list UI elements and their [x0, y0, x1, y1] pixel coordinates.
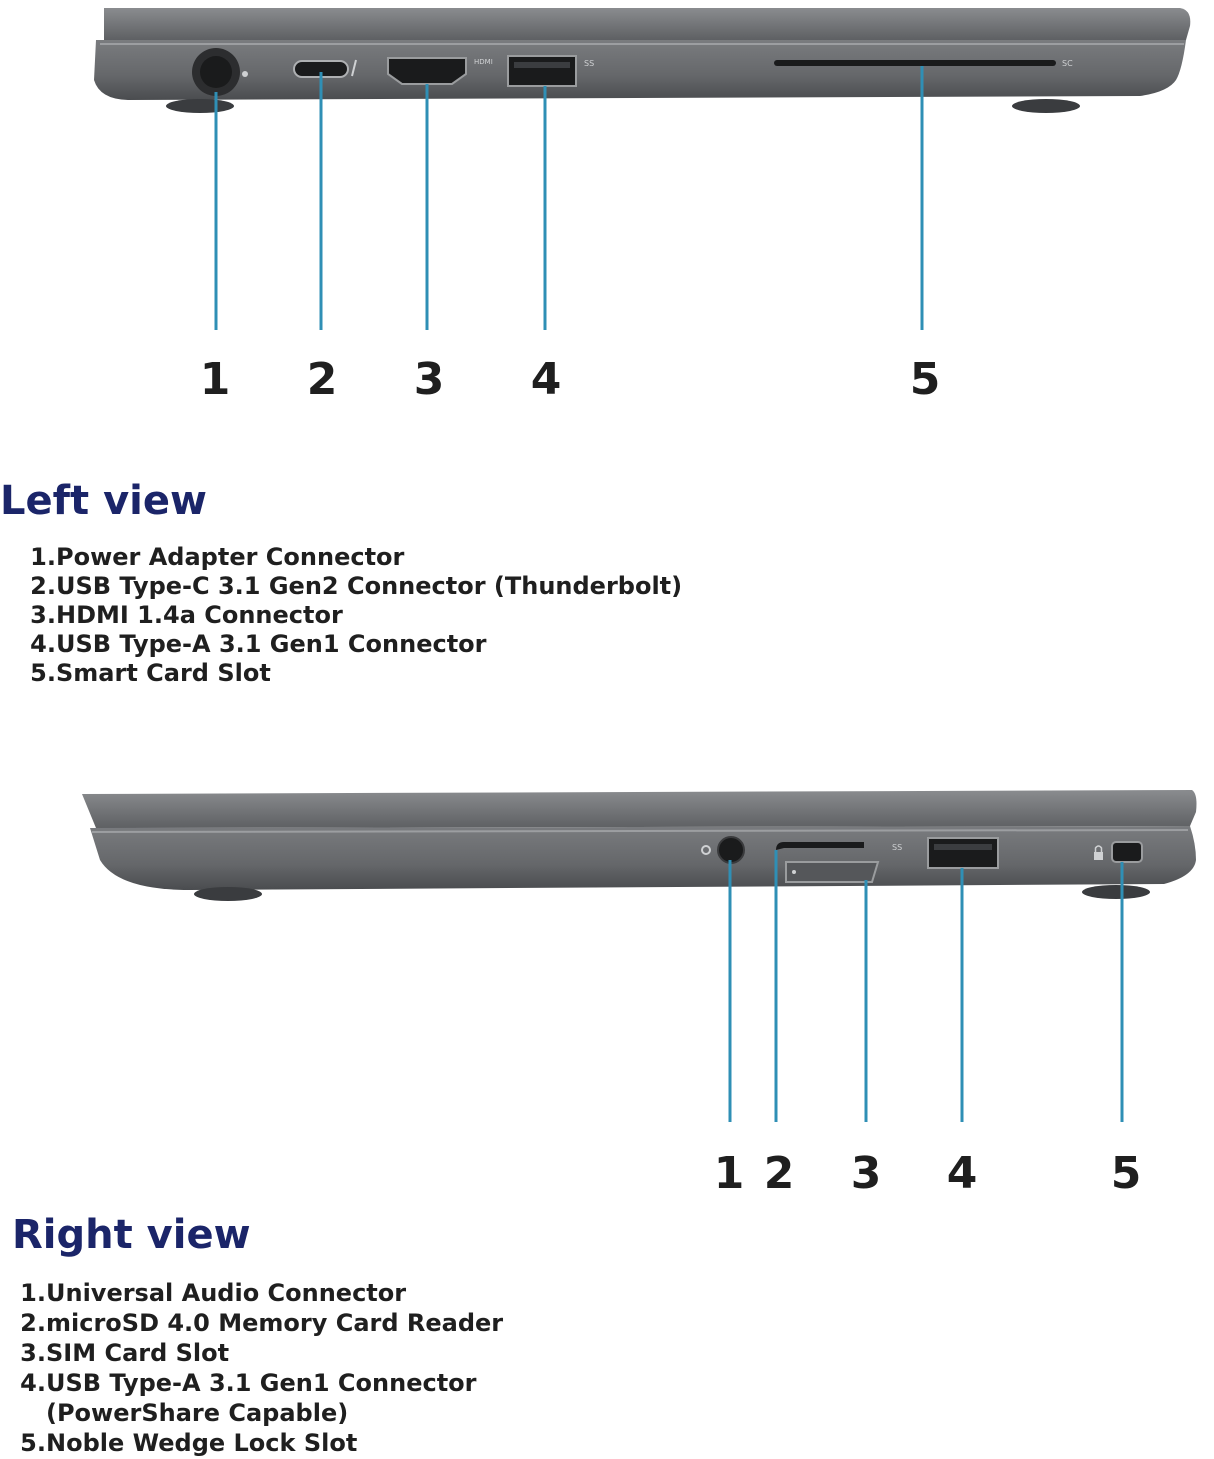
list-item: [28, 543, 682, 572]
list-item-label: Power Adapter Connector: [56, 543, 405, 571]
left-view-title: Left view: [0, 478, 207, 524]
left-view-port-list: [28, 543, 682, 688]
usb-ss-mark: SS: [584, 59, 595, 68]
callout-number: 4: [530, 354, 562, 405]
smart-card-mark: SC: [1062, 59, 1073, 68]
list-item-number: 5.: [30, 659, 56, 687]
list-item-number: 3.: [20, 1339, 46, 1367]
usb-ss-mark: SS: [892, 843, 903, 852]
laptop-foot: [194, 887, 262, 901]
list-item: [18, 1308, 503, 1338]
laptop-foot: [166, 99, 234, 113]
list-item-number: 2.: [30, 572, 56, 600]
list-item: [18, 1278, 503, 1308]
right-view-title: Right view: [12, 1212, 251, 1258]
list-item: [18, 1368, 503, 1428]
list-item-label: USB Type-C 3.1 Gen2 Connector (Thunderbolt): [56, 572, 683, 600]
callout-number: 2: [306, 354, 338, 405]
laptop-lid: [82, 790, 1197, 828]
callout-number: 5: [909, 354, 941, 405]
list-item-label: HDMI 1.4a Connector: [56, 601, 343, 629]
list-item-number: 4.: [20, 1369, 46, 1397]
list-item-label: USB Type-A 3.1 Gen1 Connector: [56, 630, 487, 658]
hdmi-port-mark: HDMI: [474, 58, 493, 66]
callout-number: 3: [413, 354, 445, 405]
list-item-label: Smart Card Slot: [56, 659, 271, 687]
list-item-number: 2.: [20, 1309, 46, 1337]
list-item-number: 3.: [30, 601, 56, 629]
list-item: [28, 630, 682, 659]
callout-number: 1: [713, 1148, 745, 1199]
list-item: [28, 659, 682, 688]
callout-number: 2: [763, 1148, 795, 1199]
list-item-label: SIM Card Slot: [46, 1339, 230, 1367]
list-item: [28, 572, 682, 601]
list-item-label: USB Type-A 3.1 Gen1 Connector (PowerShare Capable): [46, 1369, 477, 1427]
laptop-base: [94, 40, 1186, 100]
laptop-lid: [104, 8, 1190, 40]
list-item-number: 1.: [30, 543, 56, 571]
callout-number: 1: [199, 354, 231, 405]
list-item-number: 1.: [20, 1279, 46, 1307]
list-item: [18, 1338, 503, 1368]
laptop-foot: [1012, 99, 1080, 113]
sim-card-slot: [786, 862, 878, 882]
laptop-right-side-illustration: [0, 780, 1214, 1200]
list-item-label: microSD 4.0 Memory Card Reader: [46, 1309, 504, 1337]
list-item-number: 5.: [20, 1429, 46, 1457]
right-view-port-list: [18, 1278, 503, 1458]
list-item: [28, 601, 682, 630]
list-item-number: 4.: [30, 630, 56, 658]
laptop-foot: [1082, 885, 1150, 899]
laptop-left-side-illustration: [0, 0, 1214, 440]
list-item-label: Noble Wedge Lock Slot: [46, 1429, 358, 1457]
laptop-base: [90, 826, 1196, 890]
callout-number: 5: [1110, 1148, 1142, 1199]
callout-number: 3: [850, 1148, 882, 1199]
list-item: [18, 1428, 503, 1458]
list-item-label: Universal Audio Connector: [46, 1279, 407, 1307]
callout-number: 4: [946, 1148, 978, 1199]
